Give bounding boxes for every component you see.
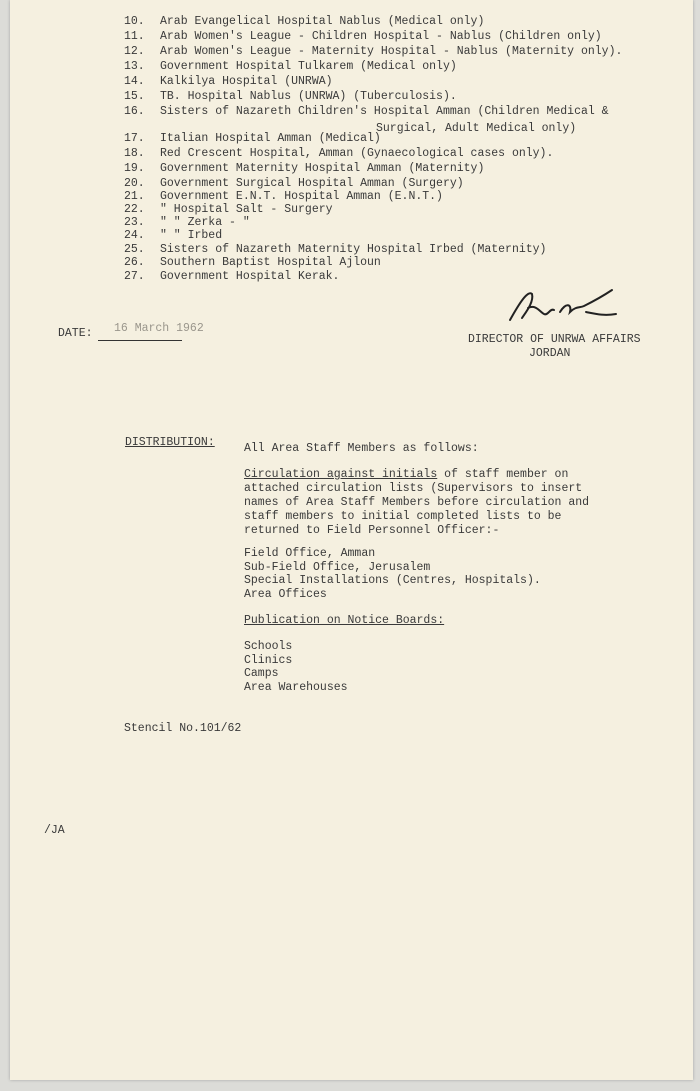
hospital-item-text: Sisters of Nazareth Maternity Hospital Irbed (Maternity) [160,243,547,256]
hospital-item-text: Sisters of Nazareth Children's Hospital Amman (Children Medical & [160,105,609,118]
hospital-list-item [10,177,693,191]
hospital-item-text: Government Hospital Tulkarem (Medical only) [160,60,457,73]
hospital-item-number: 26. [124,256,145,269]
hospital-item-number: 10. [124,15,145,28]
circulation-heading-rest: of staff member on [437,468,569,481]
hospital-item-text: Government Hospital Kerak. [160,270,340,283]
stencil-number: Stencil No.101/62 [124,722,242,735]
hospital-item-number: 15. [124,90,145,103]
hospital-item-number: 27. [124,270,145,283]
hospital-item-text: Kalkilya Hospital (UNRWA) [160,75,333,88]
hospital-item-number: 18. [124,147,145,160]
hospital-item-text: Italian Hospital Amman (Medical) [160,132,381,145]
notice-board-item: Camps [244,667,279,680]
circulation-line: attached circulation lists (Supervisors to insert [244,482,583,495]
hospital-list-item [10,203,693,217]
hospital-item-text: " " Irbed [160,229,223,242]
hospital-item-number: 12. [124,45,145,58]
hospital-list-item [10,190,693,204]
hospital-list-item [10,256,693,270]
office-item: Area Offices [244,587,327,601]
notice-board-item: Area Warehouses [244,680,348,694]
office-item: Sub-Field Office, Jerusalem [244,560,431,574]
hospital-list-item [10,132,693,146]
hospital-item-text: " " Zerka - " [160,216,250,229]
hospital-item-number: 11. [124,30,145,43]
director-location: JORDAN [529,347,571,360]
hospital-item-text: Southern Baptist Hospital Ajloun [160,256,381,269]
publication-heading: Publication on Notice Boards: [244,614,445,627]
hospital-list-item [10,105,693,119]
signature-image [500,282,640,332]
hospital-item-number: 25. [124,243,145,256]
hospital-item-number: 24. [124,229,145,242]
circulation-heading-line [244,468,568,482]
date-underline [98,340,182,341]
hospital-list-item [10,60,693,74]
distribution-label: DISTRIBUTION: [125,436,215,449]
hospital-item-text: Government Surgical Hospital Amman (Surgery) [160,177,464,190]
hospital-list-item [10,15,693,29]
office-item: Field Office, Amman [244,547,376,560]
hospital-item-text: Government Maternity Hospital Amman (Maternity) [160,162,485,175]
hospital-item-number: 17. [124,132,145,145]
circulation-line: returned to Field Personnel Officer:- [244,524,500,537]
hospital-item-number: 19. [124,162,145,175]
hospital-item-number: 16. [124,105,145,118]
circulation-heading: Circulation against initials [244,468,438,481]
item-16-continuation: Surgical, Adult Medical only) [376,122,577,135]
hospital-item-number: 21. [124,190,145,203]
hospital-list-item [10,75,693,89]
circulation-line: names of Area Staff Members before circulation and [244,496,590,509]
hospital-item-number: 20. [124,177,145,190]
hospital-list-item [10,147,693,161]
hospital-item-text: " Hospital Salt - Surgery [160,203,333,216]
hospital-item-number: 14. [124,75,145,88]
hospital-item-text: Government E.N.T. Hospital Amman (E.N.T.) [160,190,443,203]
document-page [10,0,693,1080]
notice-board-item: Schools [244,640,293,653]
hospital-item-number: 22. [124,203,145,216]
director-title: DIRECTOR OF UNRWA AFFAIRS [468,333,641,346]
hospital-list-item [10,243,693,257]
typist-initials: /JA [44,824,65,837]
hospital-list-item [10,90,693,104]
office-item: Special Installations (Centres, Hospitals). [244,574,541,587]
hospital-item-text: Arab Evangelical Hospital Nablus (Medical only) [160,15,485,28]
distribution-intro: All Area Staff Members as follows: [244,442,479,455]
hospital-item-text: Red Crescent Hospital, Amman (Gynaecological cases only). [160,147,554,160]
hospital-list-item [10,229,693,243]
hospital-item-number: 23. [124,216,145,229]
date-label: DATE: [58,327,93,340]
date-value: 16 March 1962 [114,322,204,335]
hospital-item-number: 13. [124,60,145,73]
hospital-item-text: TB. Hospital Nablus (UNRWA) (Tuberculosis). [160,90,457,103]
hospital-list-item [10,30,693,44]
hospital-list-item [10,162,693,176]
hospital-list-item [10,216,693,230]
notice-board-item: Clinics [244,653,293,667]
hospital-list-item [10,45,693,59]
hospital-item-text: Arab Women's League - Maternity Hospital - Nablus (Maternity only). [160,45,623,58]
circulation-line: staff members to initial completed lists to be [244,510,562,523]
hospital-item-text: Arab Women's League - Children Hospital - Nablus (Children only) [160,30,602,43]
